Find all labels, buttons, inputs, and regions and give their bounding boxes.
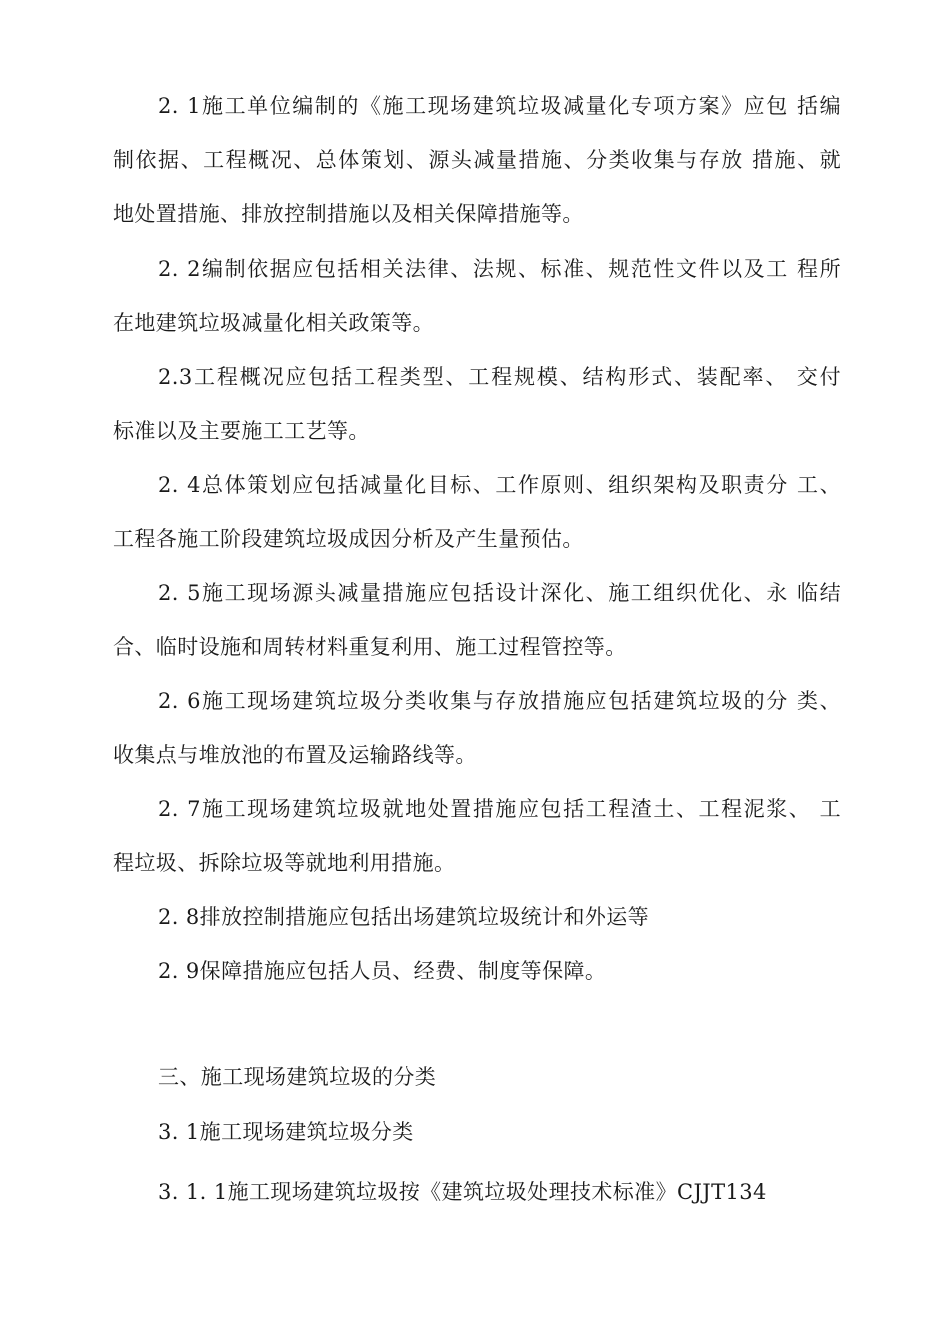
section-3-heading: 三、施工现场建筑垃圾的分类 (158, 1065, 437, 1089)
paragraph-2-3-line-2: 标准以及主要施工工艺等。 (113, 419, 370, 443)
paragraph-2-1-line-3: 地处置措施、排放控制措施以及相关保障措施等。 (113, 202, 584, 226)
paragraph-2-4-line-2: 工程各施工阶段建筑垃圾成因分析及产生量预估。 (113, 527, 584, 551)
paragraph-2-3-line-1: 2.3工程概况应包括工程类型、工程规模、结构形式、装配率、 交付 (158, 365, 841, 389)
paragraph-3-1-1: 3. 1. 1施工现场建筑垃圾按《建筑垃圾处理技术标准》CJJT134 (158, 1180, 767, 1204)
paragraph-2-1-line-2: 制依据、工程概况、总体策划、源头减量措施、分类收集与存放 措施、就 (113, 148, 841, 172)
paragraph-2-6-line-1: 2. 6施工现场建筑垃圾分类收集与存放措施应包括建筑垃圾的分 类、 (158, 689, 841, 713)
paragraph-2-7-line-1: 2. 7施工现场建筑垃圾就地处置措施应包括工程渣土、工程泥浆、 工 (158, 797, 841, 821)
paragraph-2-1-line-1: 2. 1施工单位编制的《施工现场建筑垃圾减量化专项方案》应包 括编 (158, 94, 841, 118)
paragraph-2-6-line-2: 收集点与堆放池的布置及运输路线等。 (113, 743, 477, 767)
paragraph-2-8: 2. 8排放控制措施应包括出场建筑垃圾统计和外运等 (158, 905, 650, 929)
paragraph-2-4-line-1: 2. 4总体策划应包括减量化目标、工作原则、组织架构及职责分 工、 (158, 473, 841, 497)
paragraph-2-2-line-2: 在地建筑垃圾减量化相关政策等。 (113, 311, 434, 335)
paragraph-2-9: 2. 9保障措施应包括人员、经费、制度等保障。 (158, 959, 607, 983)
paragraph-2-2-line-1: 2. 2编制依据应包括相关法律、法规、标准、规范性文件以及工 程所 (158, 257, 841, 281)
paragraph-2-5-line-1: 2. 5施工现场源头减量措施应包括设计深化、施工组织优化、永 临结 (158, 581, 841, 605)
paragraph-2-7-line-2: 程垃圾、拆除垃圾等就地利用措施。 (113, 851, 456, 875)
subsection-3-1-heading: 3. 1施工现场建筑垃圾分类 (158, 1120, 414, 1144)
paragraph-2-5-line-2: 合、临时设施和周转材料重复利用、施工过程管控等。 (113, 635, 627, 659)
